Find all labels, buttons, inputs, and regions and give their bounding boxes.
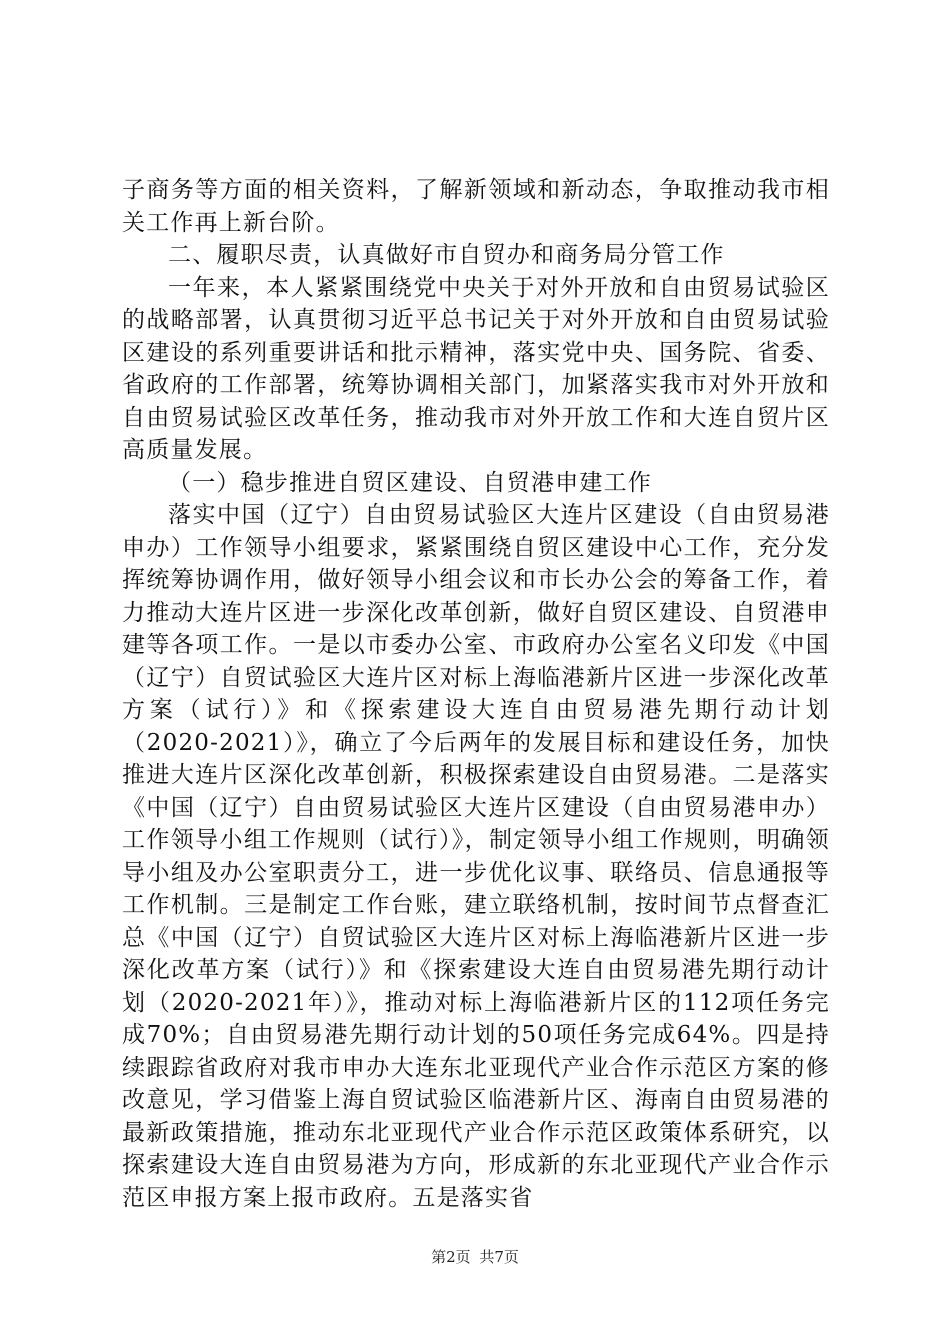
document-body (122, 174, 830, 1214)
paragraph-continuation: 子商务等方面的相关资料，了解新领域和新动态，争取推动我市相关工作再上新台阶。 (122, 177, 830, 236)
page-number: 第2页 (431, 1248, 471, 1266)
paragraph-ftz-work: 落实中国（辽宁）自由贸易试验区大连片区建设（自由贸易港申办）工作领导小组要求，紧紧围绕自贸区建设中心工作，充分发挥统筹协调作用，做好领导小组会议和市长办公会的筹备工作，着力推动大连片区进一步深化改革创新，做好自贸区建设、自贸港申建等各项工作。一是以市委办公室、市政府办公室名义印发《中国（辽宁）自贸试验区大连片区对标上海临港新片区进一步深化改革方案（试行）》和《探索建设大连自由贸易港先期行动计划（2020-2021）》，确立了今后两年的发展目标和建设任务，加快推进大连片区深化改革创新，积极探索建设自由贸易港。二是落实《中国（辽宁）自由贸易试验区大连片区建设（自由贸易港申办）工作领导小组工作规则（试行）》，制定领导小组工作规则，明确领导小组及办公室职责分工，进一步优化议事、联络员、信息通报等工作机制。三是制定工作台账，建立联络机制，按时间节点督查汇总《中国（辽宁）自贸试验区大连片区对标上海临港新片区进一步深化改革方案（试行）》和《探索建设大连自由贸易港先期行动计划（2020-2021年）》，推动对标上海临港新片区的112项任务完成70%；自由贸易港先期行动计划的50项任务完成64%。四是持续跟踪省政府对我市申办大连东北亚现代产业合作示范区方案的修改意见，学习借鉴上海自贸试验区临港新片区、海南自由贸易港的最新政策措施，推动东北亚现代产业合作示范区政策体系研究，以探索建设大连自由贸易港为方向，形成新的东北亚现代产业合作示范区申报方案上报市政府。五是落实省 (122, 502, 830, 1211)
paragraph-overview: 一年来，本人紧紧围绕党中央关于对外开放和自由贸易试验区的战略部署，认真贯彻习近平总书记关于对外开放和自由贸易试验区建设的系列重要讲话和批示精神，落实党中央、国务院、省委、省政府的工作部署，统筹协调相关部门，加紧落实我市对外开放和自由贸易试验区改革任务，推动我市对外开放工作和大连自贸片区高质量发展。 (122, 274, 830, 463)
page-total: 共7页 (479, 1248, 519, 1266)
subsection-heading-1: （一）稳步推进自贸区建设、自贸港申建工作 (168, 469, 652, 496)
page-footer (0, 1246, 950, 1267)
section-heading-2: 二、履职尽责，认真做好市自贸办和商务局分管工作 (168, 242, 725, 268)
